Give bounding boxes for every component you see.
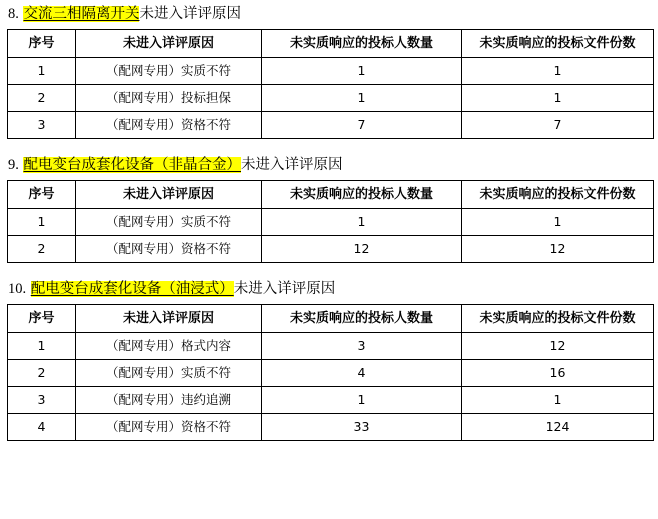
cell-bidders: 1 bbox=[262, 58, 462, 85]
section-10-title-highlight: 配电变台成套化设备（油浸式） bbox=[30, 281, 234, 297]
cell-reason: （配网专用）实质不符 bbox=[76, 58, 262, 85]
cell-bidders: 1 bbox=[262, 85, 462, 112]
cell-bidders: 1 bbox=[262, 387, 462, 414]
column-header-reason: 未进入详评原因 bbox=[76, 181, 262, 209]
cell-bidders: 33 bbox=[262, 414, 462, 441]
cell-documents: 12 bbox=[462, 236, 654, 263]
section-spacer bbox=[6, 139, 652, 151]
cell-bidders: 4 bbox=[262, 360, 462, 387]
section-9 bbox=[6, 151, 652, 263]
section-8 bbox=[6, 0, 652, 139]
cell-documents: 1 bbox=[462, 85, 654, 112]
cell-reason: （配网专用）资格不符 bbox=[76, 112, 262, 139]
cell-index: 4 bbox=[8, 414, 76, 441]
table-row bbox=[8, 58, 654, 85]
table-row bbox=[8, 112, 654, 139]
column-header-documents: 未实质响应的投标文件份数 bbox=[462, 30, 654, 58]
section-9-heading bbox=[6, 151, 652, 180]
column-header-index: 序号 bbox=[8, 181, 76, 209]
table-row bbox=[8, 333, 654, 360]
section-8-number: 8. bbox=[8, 6, 19, 22]
section-9-number: 9. bbox=[8, 157, 19, 173]
table-row bbox=[8, 387, 654, 414]
table-row bbox=[8, 360, 654, 387]
cell-index: 2 bbox=[8, 360, 76, 387]
column-header-documents: 未实质响应的投标文件份数 bbox=[462, 181, 654, 209]
column-header-reason: 未进入详评原因 bbox=[76, 305, 262, 333]
column-header-bidders: 未实质响应的投标人数量 bbox=[262, 30, 462, 58]
section-10-table bbox=[7, 304, 654, 441]
column-header-bidders: 未实质响应的投标人数量 bbox=[262, 305, 462, 333]
section-10 bbox=[6, 275, 652, 441]
section-9-title-tail: 未进入详评原因 bbox=[240, 157, 343, 173]
cell-bidders: 7 bbox=[262, 112, 462, 139]
cell-reason: （配网专用）投标担保 bbox=[76, 85, 262, 112]
cell-documents: 16 bbox=[462, 360, 654, 387]
cell-bidders: 3 bbox=[262, 333, 462, 360]
cell-reason: （配网专用）格式内容 bbox=[76, 333, 262, 360]
section-10-heading bbox=[6, 275, 652, 304]
cell-documents: 1 bbox=[462, 387, 654, 414]
table-row bbox=[8, 209, 654, 236]
cell-reason: （配网专用）违约追溯 bbox=[76, 387, 262, 414]
cell-index: 2 bbox=[8, 85, 76, 112]
column-header-index: 序号 bbox=[8, 305, 76, 333]
table-row bbox=[8, 85, 654, 112]
cell-reason: （配网专用）资格不符 bbox=[76, 236, 262, 263]
cell-reason: （配网专用）实质不符 bbox=[76, 360, 262, 387]
cell-index: 2 bbox=[8, 236, 76, 263]
cell-index: 1 bbox=[8, 333, 76, 360]
column-header-index: 序号 bbox=[8, 30, 76, 58]
section-8-table bbox=[7, 29, 654, 139]
cell-reason: （配网专用）实质不符 bbox=[76, 209, 262, 236]
cell-reason: （配网专用）资格不符 bbox=[76, 414, 262, 441]
cell-documents: 1 bbox=[462, 58, 654, 85]
cell-documents: 12 bbox=[462, 333, 654, 360]
cell-bidders: 1 bbox=[262, 209, 462, 236]
column-header-reason: 未进入详评原因 bbox=[76, 30, 262, 58]
cell-index: 3 bbox=[8, 387, 76, 414]
cell-documents: 7 bbox=[462, 112, 654, 139]
table-header-row bbox=[8, 305, 654, 333]
table-header-row bbox=[8, 181, 654, 209]
cell-bidders: 12 bbox=[262, 236, 462, 263]
column-header-bidders: 未实质响应的投标人数量 bbox=[262, 181, 462, 209]
cell-index: 1 bbox=[8, 58, 76, 85]
section-9-title-highlight: 配电变台成套化设备（非晶合金） bbox=[23, 157, 241, 173]
section-8-title-tail: 未进入详评原因 bbox=[139, 6, 241, 22]
cell-documents: 124 bbox=[462, 414, 654, 441]
table-row bbox=[8, 414, 654, 441]
cell-documents: 1 bbox=[462, 209, 654, 236]
section-8-heading bbox=[6, 0, 652, 29]
section-spacer bbox=[6, 263, 652, 275]
section-8-title-highlight: 交流三相隔离开关 bbox=[23, 6, 140, 22]
cell-index: 3 bbox=[8, 112, 76, 139]
section-9-table bbox=[7, 180, 654, 263]
column-header-documents: 未实质响应的投标文件份数 bbox=[462, 305, 654, 333]
cell-index: 1 bbox=[8, 209, 76, 236]
section-10-title-tail: 未进入详评原因 bbox=[233, 281, 336, 297]
table-header-row bbox=[8, 30, 654, 58]
section-10-number: 10. bbox=[8, 281, 27, 297]
table-row bbox=[8, 236, 654, 263]
